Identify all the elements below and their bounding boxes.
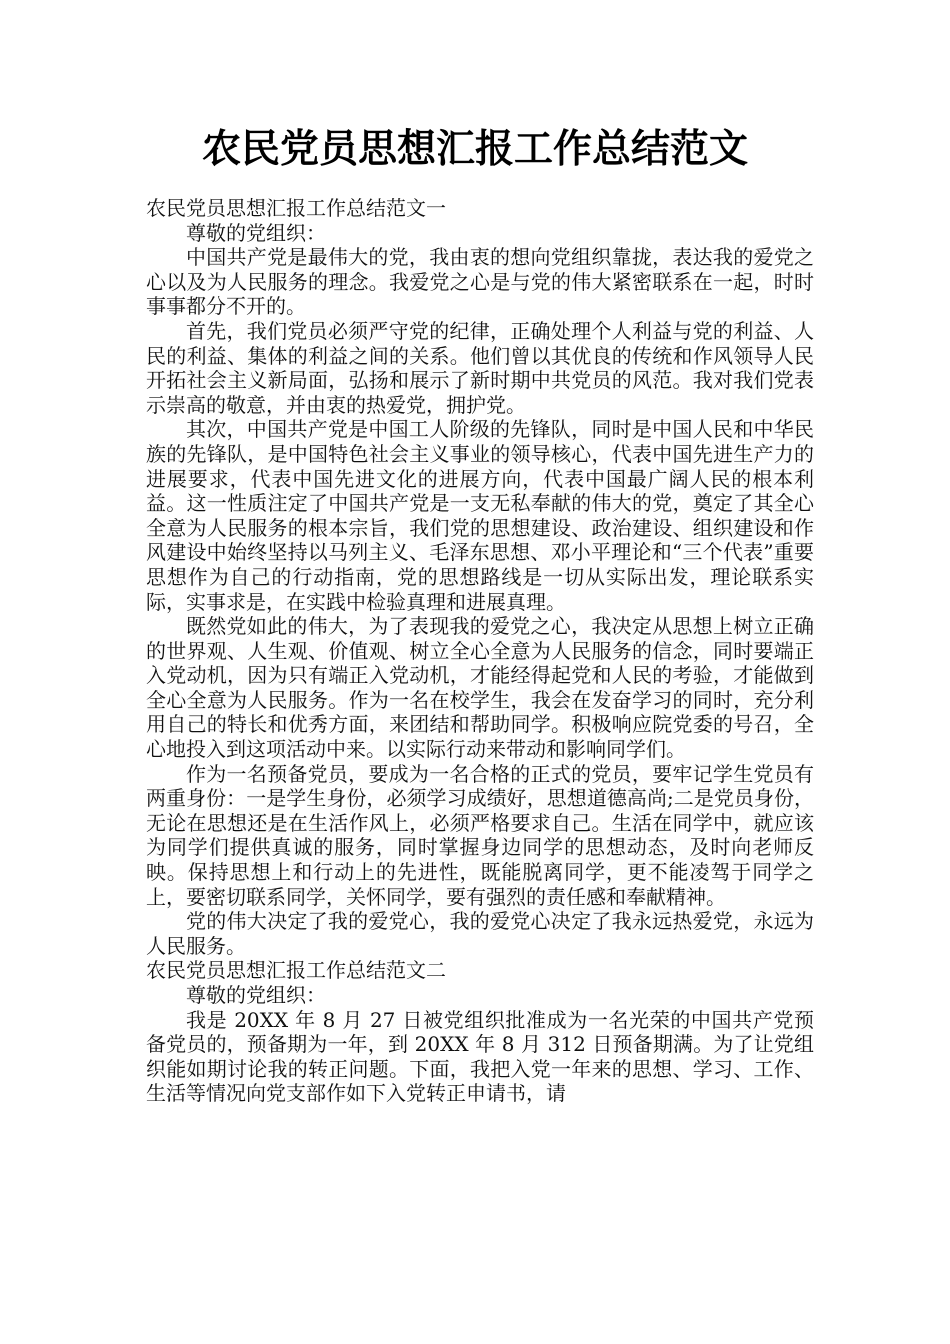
body-paragraph: 党的伟大决定了我的爱党心，我的爱党心决定了我永远热爱党，永远为人民服务。 [146, 909, 814, 958]
body-paragraph: 既然党如此的伟大，为了表现我的爱党之心，我决定从思想上树立正确的世界观、人生观、价值观、树立全心全意为人民服务的信念，同时要端正入党动机，因为只有端正入党动机，才能经得起党和人民的考验，才能做到全心全意为人民服务。作为一名在校学生，我会在发奋学习的同时，充分利用自己的特长和优秀方面，来团结和帮助同学。积极响应院党委的号召，全心地投入到这项活动中来。以实际行动来带动和影响同学们。 [146, 614, 814, 762]
section-heading: 农民党员思想汇报工作总结范文二 [146, 958, 446, 983]
section-heading: 农民党员思想汇报工作总结范文一 [146, 196, 446, 220]
document-title: 农民党员思想汇报工作总结范文 [201, 127, 748, 172]
body-paragraph: 作为一名预备党员，要成为一名合格的正式的党员，要牢记学生党员有两重身份：一是学生身份，必须学习成绩好，思想道德高尚;二是党员身份，无论在思想还是在生活作风上，必须严格要求自己。生活在同学中，就应该为同学们提供真诚的服务，同时掌握身边同学的思想动态，及时向老师反映。保持思想上和行动上的先进性，既能脱离同学，更不能凌驾于同学之上，要密切联系同学，关怀同学，要有强烈的责任感和奉献精神。 [146, 761, 814, 909]
body-paragraph: 尊敬的党组织： [186, 983, 326, 1007]
body-paragraph: 我是 20XX 年 8 月 27 日被党组织批准成为一名光荣的中国共产党预备党员的，预备期为一年，到 20XX 年 8 月 312 日预备期满。为了让党组织能如期讨论我的转正问题。下面，我把入党一年来的思想、学习、工作、生活等情况向党支部作如下入党转正申请书，请 [146, 1007, 814, 1106]
body-paragraph: 中国共产党是最伟大的党，我由衷的想向党组织靠拢，表达我的爱党之心以及为人民服务的理念。我爱党之心是与党的伟大紧密联系在一起，时时事事都分不开的。 [146, 245, 814, 319]
body-paragraph: 首先，我们党员必须严守党的纪律，正确处理个人利益与党的利益、人民的利益、集体的利益之间的关系。他们曾以其优良的传统和作风领导人民开拓社会主义新局面，弘扬和展示了新时期中共党员的风范。我对我们党表示崇高的敬意，并由衷的热爱党，拥护党。 [146, 318, 814, 417]
document-body [146, 196, 814, 1106]
body-paragraph: 尊敬的党组织： [186, 220, 326, 245]
body-paragraph: 其次，中国共产党是中国工人阶级的先锋队，同时是中国人民和中华民族的先锋队，是中国特色社会主义事业的领导核心，代表中国先进生产力的进展要求，代表中国先进文化的进展方向，代表中国最广阔人民的根本利益。这一性质注定了中国共产党是一支无私奉献的伟大的党，奠定了其全心全意为人民服务的根本宗旨，我们党的思想建设、政治建设、组织建设和作风建设中始终坚持以马列主义、毛泽东思想、邓小平理论和“三个代表”重要思想作为自己的行动指南，党的思想路线是一切从实际出发，理论联系实际，实事求是，在实践中检验真理和进展真理。 [146, 417, 814, 614]
